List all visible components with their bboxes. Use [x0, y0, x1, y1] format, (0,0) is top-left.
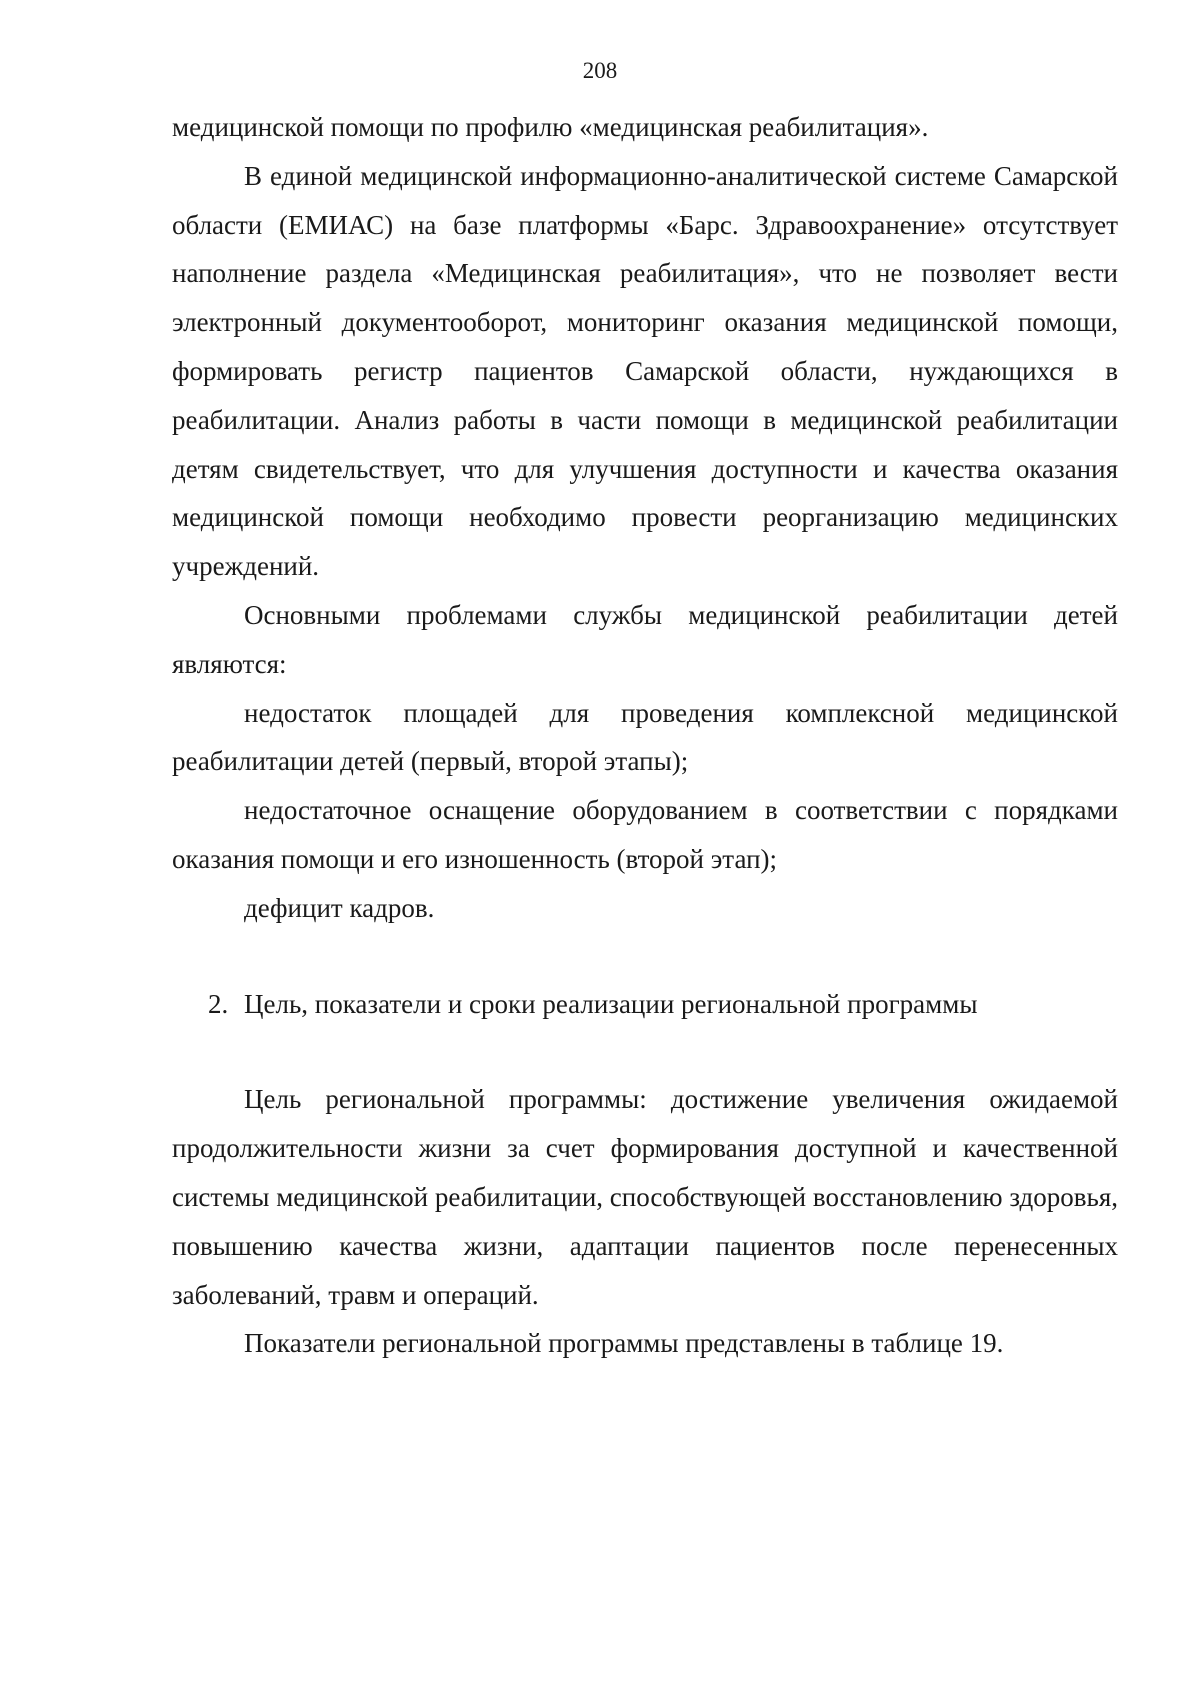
section-title: Цель, показатели и сроки реализации региональной программы [244, 988, 978, 1019]
paragraph-program-goal: Цель региональной программы: достижение увеличения ожидаемой продолжительности жизни за счет формирования доступной и качественной системы медицинской реабилитации, способствующей восстановлению здоровья, повышению качества жизни, адаптации пациентов после перенесенных заболеваний, травм и операций. [172, 1084, 1118, 1310]
section-heading [172, 980, 1118, 1029]
paragraph-emias: В единой медицинской информационно-аналитической системе Самарской области (ЕМИАС) на базе платформы «Барс. Здравоохранение» отсутствует наполнение раздела «Медицинская реабилитация», что не позволяет вести электронный документооборот, мониторинг оказания медицинской помощи, формировать регистр пациентов Самарской области, нуждающихся в реабилитации. Анализ работы в части помощи в медицинской реабилитации детям свидетельствует, что для улучшения доступности и качества оказания медицинской помощи необходимо провести реорганизацию медицинских учреждений. [172, 160, 1118, 582]
list-item-space-shortage: недостаток площадей для проведения комплексной медицинской реабилитации детей (первый, второй этапы); [172, 697, 1118, 777]
paragraph-continuation: медицинской помощи по профилю «медицинская реабилитация». [172, 112, 929, 142]
list-item-staff-deficit: дефицит кадров. [244, 892, 435, 923]
paragraph-problems-intro: Основными проблемами службы медицинской реабилитации детей являются: [172, 599, 1118, 679]
page-number: 208 [582, 58, 618, 83]
list-item-equipment: недостаточное оснащение оборудованием в соответствии с порядками оказания помощи и его изношенность (второй этап); [172, 795, 1118, 874]
paragraph-indicators-ref: Показатели региональной программы представлены в таблице 19. [244, 1328, 1004, 1359]
document-body [172, 103, 1118, 1368]
section-number: 2. [208, 988, 229, 1019]
